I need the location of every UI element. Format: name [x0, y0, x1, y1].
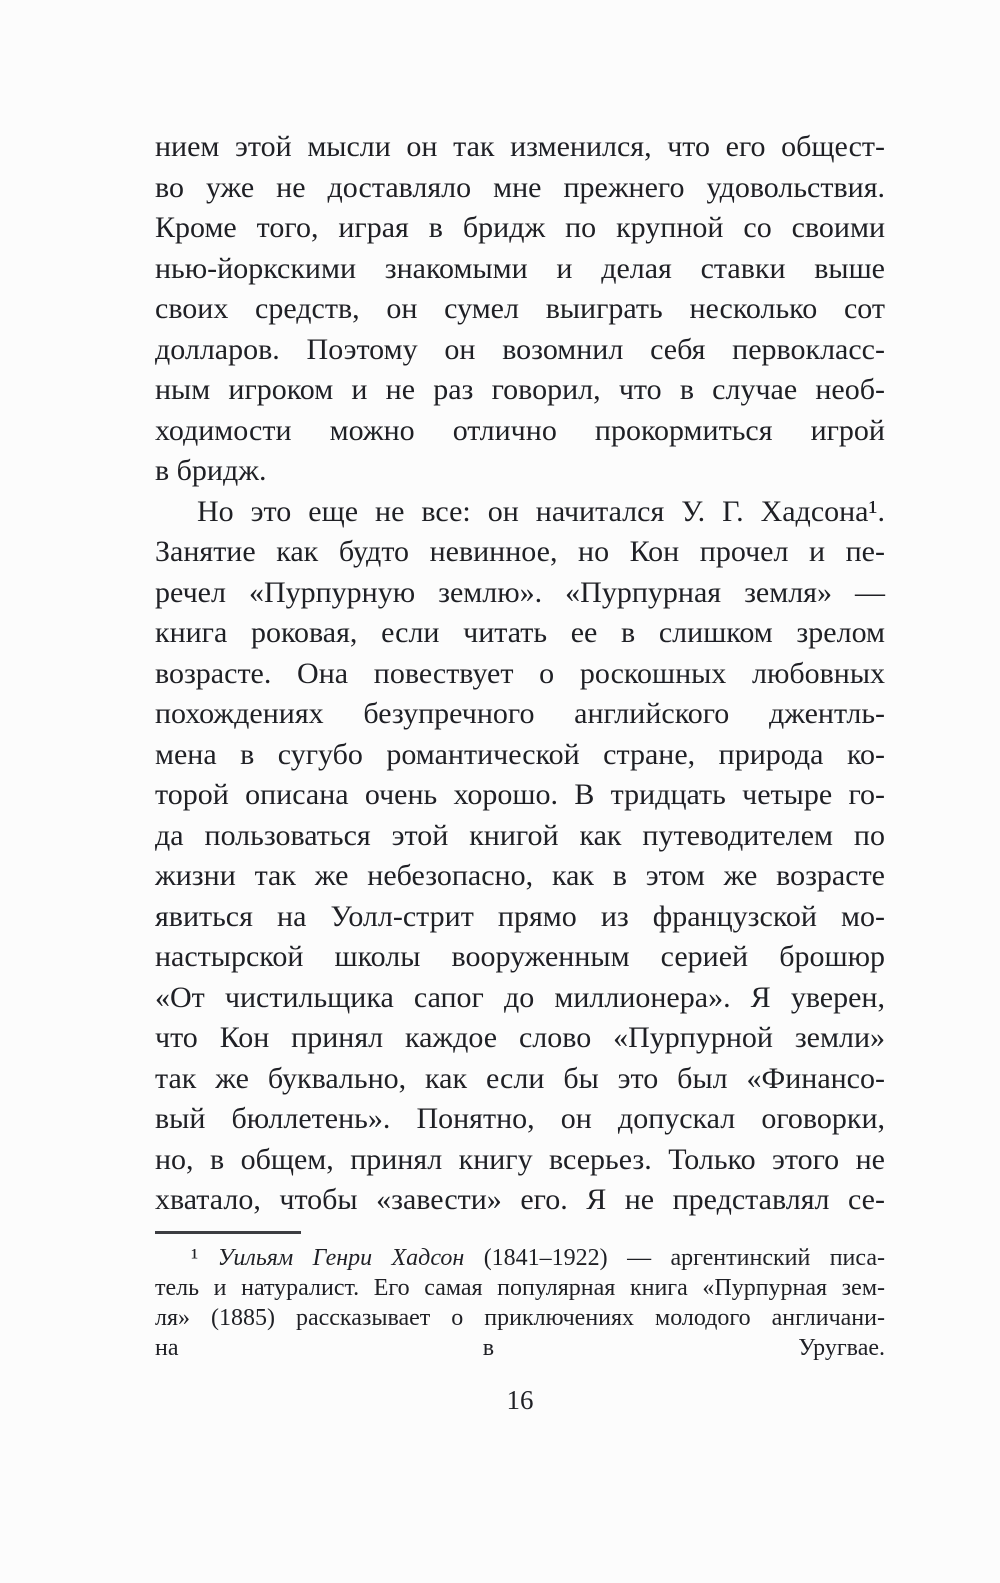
text-line: ходимости можно отлично прокормиться игрой	[155, 413, 885, 447]
text-line: явиться на Уолл-стрит прямо из французской мо-	[155, 899, 885, 933]
text-line: ным игроком и не раз говорил, что в случае необ-	[155, 373, 885, 406]
page-number: 16	[506, 1385, 534, 1415]
footnote	[155, 1243, 885, 1363]
text-line: Но это еще не все: он начитался У. Г. Хадсона¹.	[197, 494, 885, 528]
text-line: торой описана очень хорошо. В тридцать четыре го-	[155, 778, 885, 811]
text-line: так же буквально, как если бы это был «Финансо-	[155, 1061, 885, 1095]
text-line: речел «Пурпурную землю». «Пурпурная земля» —	[155, 575, 885, 609]
text-line: настырской школы вооруженным серией брошюр	[155, 940, 885, 973]
text-line: книга роковая, если читать ее в слишком зрелом	[155, 616, 885, 649]
footnote-line: тель и натуралист. Его самая популярная книга «Пурпурная зем-	[155, 1275, 885, 1301]
text-line: возрасте. Она повествует о роскошных любовных	[155, 656, 885, 690]
footnote-line: ля» (1885) рассказывает о приключениях молодого англичани-	[155, 1305, 885, 1331]
paragraph-2	[155, 492, 885, 1221]
text-line: мена в сугубо романтической стране, природа ко-	[155, 737, 885, 771]
text-line: но, в общем, принял книгу всерьез. Только этого не	[155, 1142, 885, 1176]
paragraph-1	[155, 127, 885, 492]
text-line: Кроме того, играя в бридж по крупной со своими	[155, 211, 885, 244]
footnote-line: на в Уругвае.	[155, 1335, 885, 1361]
text-line: долларов. Поэтому он возомнил себя первокласс-	[155, 332, 885, 366]
text-line: хватало, чтобы «завести» его. Я не представлял се-	[155, 1183, 885, 1216]
footnote-author-name: Уильям Генри Хадсон	[217, 1245, 465, 1271]
footnote-separator-rule	[155, 1231, 301, 1234]
text-line: нью-йоркскими знакомыми и делая ставки выше	[155, 251, 885, 285]
footnote-text: (1841–1922) — аргентинский писа-	[464, 1245, 885, 1271]
text-line: да пользоваться этой книгой как путеводителем по	[155, 818, 885, 852]
text-line: нием этой мысли он так изменился, что его общест-	[155, 130, 885, 163]
text-line: жизни так же небезопасно, как в этом же возрасте	[155, 859, 885, 892]
footnote-line	[155, 1243, 885, 1273]
page-body	[155, 127, 885, 1221]
footnote-marker: ¹	[191, 1245, 218, 1271]
text-line: своих средств, он сумел выиграть несколько сот	[155, 292, 885, 325]
text-line: похождениях безупречного английского джентль-	[155, 697, 885, 730]
text-line: «От чистильщика сапог до миллионера». Я уверен,	[155, 980, 885, 1014]
text-line: что Кон принял каждое слово «Пурпурной земли»	[155, 1021, 885, 1054]
text-line: вый бюллетень». Понятно, он допускал оговорки,	[155, 1102, 885, 1135]
text-line: в бридж.	[155, 454, 267, 487]
text-line: во уже не доставляло мне прежнего удовольствия.	[155, 170, 885, 204]
text-line: Занятие как будто невинное, но Кон прочел и пе-	[155, 535, 885, 568]
